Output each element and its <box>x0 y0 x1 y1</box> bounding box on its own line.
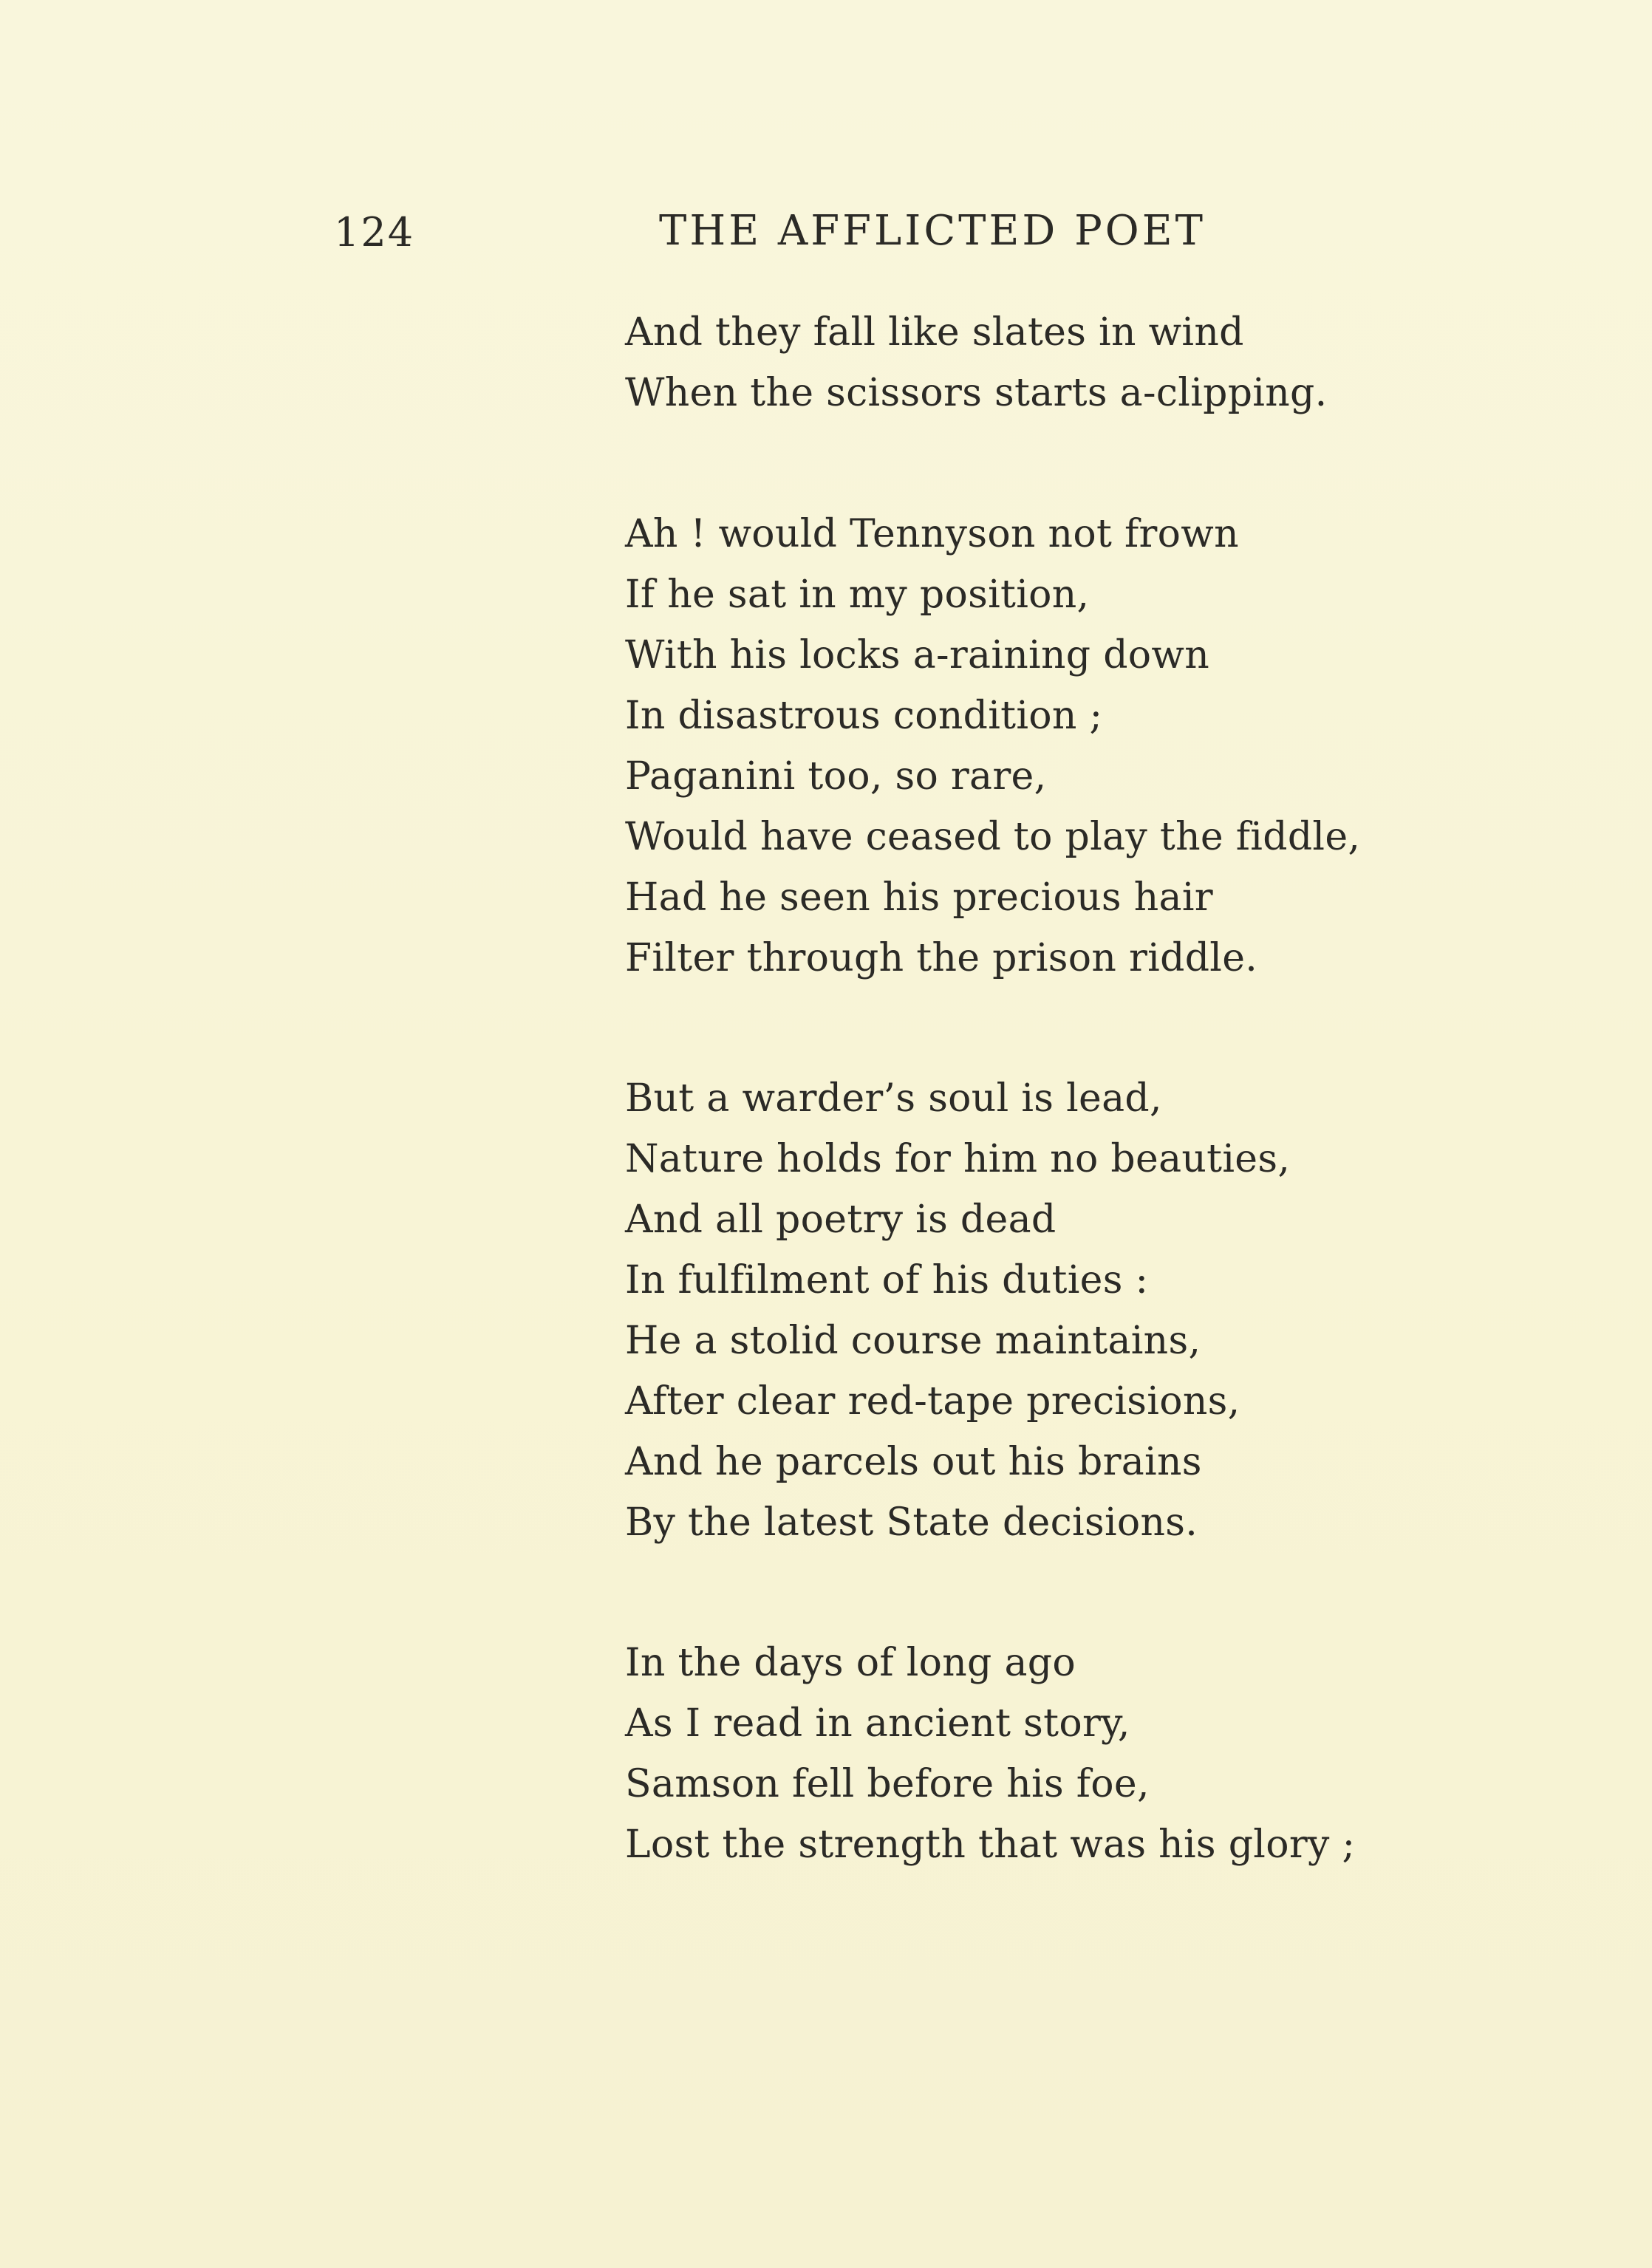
poem-line: He a stolid course maintains, <box>625 1319 1201 1363</box>
poem-line: And all poetry is dead <box>625 1198 1057 1242</box>
poem-line: Filter through the prison riddle. <box>625 936 1258 980</box>
poem-line: After clear red-tape precisions, <box>625 1379 1240 1424</box>
poem-line: If he sat in my position, <box>625 573 1090 617</box>
poem-line: With his locks a-raining down <box>625 633 1209 677</box>
poem-line: When the scissors starts a-clipping. <box>625 371 1328 415</box>
poem-line: In disastrous condition ; <box>625 694 1103 738</box>
poem-line: In fulfilment of his duties : <box>625 1258 1149 1302</box>
poem-line: Paganini too, so rare, <box>625 754 1047 799</box>
poem-line: Nature holds for him no beauties, <box>625 1137 1291 1181</box>
poem-line: Would have ceased to play the fiddle, <box>625 815 1361 859</box>
poem-line: And he parcels out his brains <box>625 1440 1202 1484</box>
running-title: THE AFFLICTED POET <box>659 207 1206 255</box>
poem-line: Samson fell before his foe, <box>625 1762 1150 1806</box>
poem-line: Had he seen his precious hair <box>625 875 1213 920</box>
poem-line: By the latest State decisions. <box>625 1500 1198 1545</box>
poem-line: And they fall like slates in wind <box>625 310 1244 355</box>
poem-line: As I read in ancient story, <box>625 1701 1130 1746</box>
poem-line: But a warder’s soul is lead, <box>625 1076 1162 1121</box>
poem-line: Ah ! would Tennyson not frown <box>625 512 1239 556</box>
poem-line: In the days of long ago <box>625 1641 1076 1685</box>
page-number: 124 <box>334 209 415 256</box>
poem-line: Lost the strength that was his glory ; <box>625 1823 1356 1867</box>
